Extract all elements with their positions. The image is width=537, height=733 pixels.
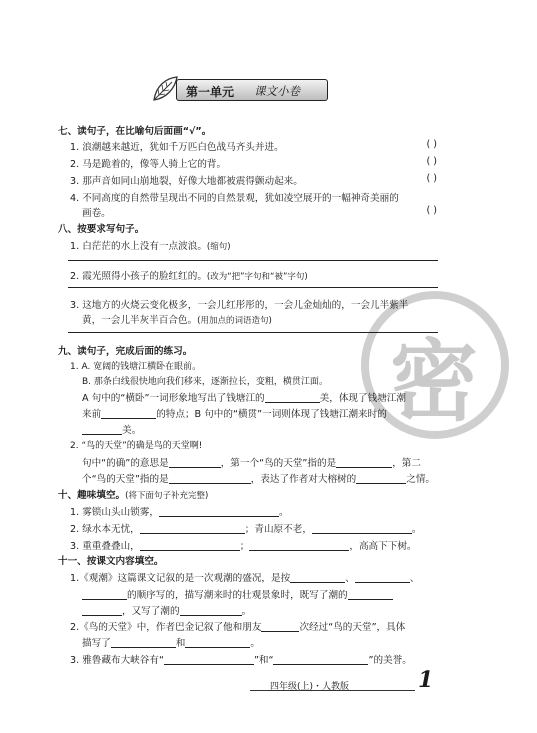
text: 来前 (82, 409, 102, 420)
text: 句中“的确”的意思是 (82, 458, 169, 469)
s9-sentence-b: B. 那条白线很快地向我们移来，逐渐拉长，变粗，横贯江面。 (82, 377, 328, 387)
fill-blank[interactable] (185, 637, 250, 648)
text: ，第二 (392, 458, 421, 469)
s10-line2 (70, 521, 422, 535)
footer-rule (250, 690, 415, 691)
text: 的顺序写的，描写潮来时的壮观景象时，既写了潮的 (127, 590, 348, 601)
stamp-char: 密 (390, 330, 479, 433)
s7-item-3: 3. 那声音如同山崩地裂，好像大地都被震得颤动起来。 (70, 176, 303, 187)
fill-blank[interactable] (355, 572, 410, 583)
text: ，高高下下树。 (349, 541, 417, 552)
text: ；青山原不老， (244, 524, 312, 535)
fill-blank[interactable] (273, 654, 368, 665)
text: A 句中的“横卧”一词形象地写出了钱塘江的 (82, 393, 265, 404)
text: 。 (241, 606, 252, 617)
fill-blank[interactable] (140, 523, 245, 534)
answer-line[interactable] (68, 260, 438, 261)
answer-paren: ( ) (426, 173, 437, 184)
answer-paren: ( ) (426, 205, 437, 216)
section-11-title: 十一、按课文内容填空。 (58, 556, 164, 567)
s8-q3-line1: 3. 这地方的火烧云变化极多，一会儿红彤彤的，一会儿金灿灿的，一会儿半紫半 (70, 300, 409, 311)
section-7-title: 七、读句子，在比喻句后面画“√”。 (58, 126, 212, 137)
s11-q2-line2 (82, 635, 260, 649)
answer-line[interactable] (68, 287, 438, 288)
s9-q1-line2 (82, 406, 387, 420)
fill-blank[interactable] (356, 473, 406, 484)
text: ； (239, 541, 250, 552)
s8-q3-line2 (82, 312, 272, 326)
fill-blank[interactable] (159, 506, 279, 517)
s7-item-4-cont: 画卷。 (82, 208, 111, 219)
text: 、 (409, 573, 420, 584)
s10-hint: (将下面句子补充完整) (125, 491, 209, 501)
fill-blank[interactable] (164, 654, 254, 665)
s11-q1-line3 (82, 603, 251, 617)
fill-blank[interactable] (82, 589, 127, 600)
s11-q1-line2 (82, 587, 393, 601)
fill-blank[interactable] (180, 605, 242, 616)
text: 。 (250, 638, 260, 649)
s9-q1-line3 (82, 422, 141, 436)
s8-q1 (70, 238, 231, 252)
fill-blank[interactable] (169, 457, 221, 468)
text: 3. 重重叠叠山， (70, 541, 140, 552)
s8-q2 (70, 268, 308, 282)
s8-q2-hint: (改为“把”字句和“被”字句) (206, 272, 308, 282)
text: ”的美誉。 (368, 655, 412, 666)
fill-blank[interactable] (140, 540, 240, 551)
text: 和 (175, 638, 186, 649)
fill-blank[interactable] (101, 408, 156, 419)
footer-grade: 四年级(上)・人教版 (270, 682, 350, 692)
s8-q1-text: 1. 白茫茫的水上没有一点波浪。 (70, 241, 207, 252)
text: 。 (278, 507, 289, 518)
s7-item-4: 4. 不同高度的自然带呈现出不同的自然景观，犹如凌空展开的一幅神奇美丽的 (70, 193, 399, 204)
s8-q3-text: 黄，一会儿半灰半百合色。 (82, 315, 198, 326)
fill-blank[interactable] (111, 637, 176, 648)
text: 描写了 (82, 638, 111, 649)
text: 美，体现了钱塘江潮 (319, 393, 406, 404)
text: 美。 (122, 425, 142, 436)
text: 1. 雾锁山头山锁雾， (70, 507, 159, 518)
fill-blank[interactable] (261, 621, 299, 632)
text: ，第一个“鸟的天堂”指的是 (220, 458, 337, 469)
fill-blank[interactable] (312, 523, 412, 534)
section-10-title (58, 487, 208, 501)
fill-blank[interactable] (348, 589, 393, 600)
s10-line1 (70, 504, 289, 518)
fill-blank[interactable] (336, 457, 392, 468)
fill-blank[interactable] (290, 572, 345, 583)
text: 3. 雅鲁藏布大峡谷有“ (70, 655, 164, 666)
text: 十、趣味填空。 (58, 490, 126, 501)
text: ，又写了潮的 (122, 606, 180, 617)
text: 个“鸟的天堂”指的是 (82, 474, 169, 485)
text: ”和“ (253, 655, 274, 666)
s11-q1-line1 (70, 570, 419, 584)
text: 2.《鸟的天堂》中，作者巴金记叙了他和朋友 (70, 622, 262, 633)
section-9-title: 九、读句子，完成后面的练习。 (58, 346, 193, 357)
text: 、 (345, 573, 355, 584)
answer-line[interactable] (68, 332, 438, 333)
s8-q1-hint: (缩句) (206, 242, 231, 252)
unit-header (150, 76, 320, 102)
s9-q1-line1 (82, 390, 406, 404)
s9-q2: 2. “鸟的天堂”的确是鸟的天堂啊! (70, 441, 203, 451)
s9-q2-line2 (82, 471, 435, 485)
s8-q2-text: 2. 霞光照得小孩子的脸红红的。 (70, 271, 207, 282)
fill-blank[interactable] (82, 424, 122, 435)
s9-q2-line1 (82, 455, 421, 469)
text: 之情。 (406, 474, 436, 485)
s9-sentence-a: 1. A. 宽阔的钱塘江横卧在眼前。 (70, 362, 202, 372)
s7-item-2: 2. 马是跪着的，像等人骑上它的背。 (70, 159, 227, 170)
text: ，表达了作者对大榕树的 (250, 474, 357, 485)
s11-q3 (70, 652, 412, 666)
page-number: 1 (418, 667, 434, 693)
fill-blank[interactable] (82, 605, 122, 616)
fill-blank[interactable] (249, 540, 349, 551)
text: 1.《观潮》这篇课文记叙的是一次观潮的盛况，是按 (70, 573, 291, 584)
answer-paren: ( ) (426, 156, 437, 167)
fill-blank[interactable] (169, 473, 251, 484)
text: 的特点；B 句中的“横贯”一词则体现了钱塘江潮来时的 (156, 409, 387, 420)
section-8-title: 八、按要求写句子。 (58, 224, 145, 235)
s8-q3-hint: (用加点的词语造句) (197, 316, 272, 326)
s7-item-1: 1. 浪潮越来越近，犹如千万匹白色战马齐头并进。 (70, 142, 284, 153)
answer-paren: ( ) (426, 139, 437, 150)
text: 次经过“鸟的天堂”，具体 (299, 622, 406, 633)
fill-blank[interactable] (265, 392, 320, 403)
s11-q2-line1 (70, 619, 405, 633)
text: 2. 绿水本无忧， (70, 524, 140, 535)
unit-subtitle: 课文小卷 (254, 84, 300, 98)
unit-title: 第一单元 (186, 85, 235, 99)
text: 。 (411, 524, 422, 535)
s10-line3 (70, 538, 417, 552)
